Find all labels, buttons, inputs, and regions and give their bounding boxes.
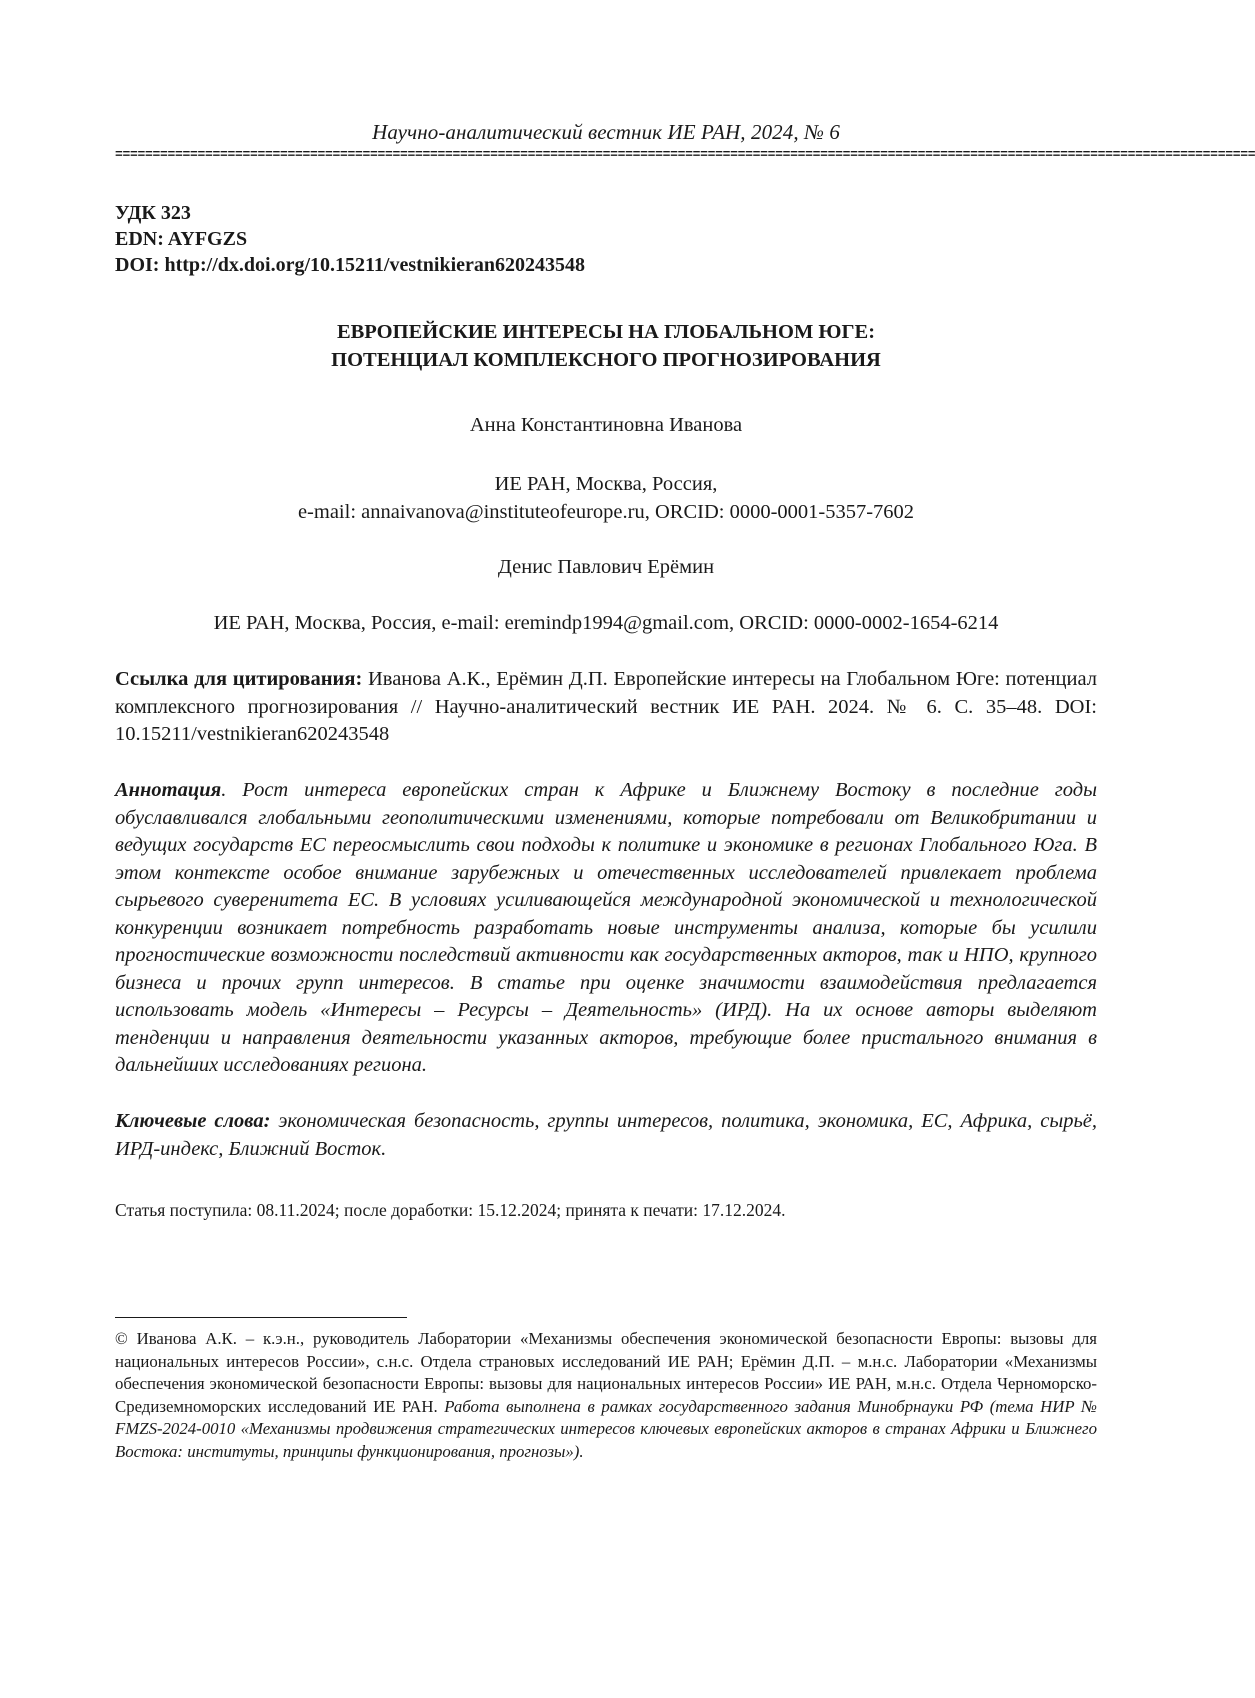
keywords-text: экономическая безопасность, группы интересов, политика, экономика, ЕС, Африка, сырьё, ИРД-индекс, Ближний Восток. bbox=[115, 1110, 1097, 1160]
citation-block bbox=[115, 666, 1097, 749]
abstract-text: . Рост интереса европейских стран к Африке и Ближнему Востоку в последние годы обуславливался глобальными геополитическими изменениями, которые потребовали от Великобритании и ведущих государств ЕС переосмыслить свои подходы к политике и экономике в регионах Глобального Юга. В этом контексте особое внимание зарубежных и отечественных исследователей привлекает проблема сырьевого суверенитета ЕС. В условиях усиливающейся международной экономической и технологической конкуренции возникает потребность разработать новые инструменты анализа, которые бы усилили прогностические возможности последствий активности как государственных акторов, так и НПО, крупного бизнеса и прочих групп интересов. В статье при оценке значимости взаимодействия предлагается использовать модель «Интересы – Ресурсы – Деятельность» (ИРД). На их основе авторы выделяют тенденции и направления деятельности указанных акторов, требующие более пристального внимания в дальнейших исследованиях региона. bbox=[115, 779, 1097, 1076]
submission-dates: Статья поступила: 08.11.2024; после доработки: 15.12.2024; принята к печати: 17.12.2024. bbox=[115, 1200, 786, 1220]
title-line-2: ПОТЕНЦИАЛ КОМПЛЕКСНОГО ПРОГНОЗИРОВАНИЯ bbox=[331, 349, 881, 371]
citation-text: Иванова А.К., Ерёмин Д.П. Европейские интересы на Глобальном Юге: потенциал комплексного прогнозирования // Научно-аналитический вестник ИЕ РАН. 2024. № 6. С. 35–48. DOI: 10.15211/vestnikieran620243548 bbox=[115, 668, 1097, 745]
footnote-authors-info: © Иванова А.К. – к.э.н., руководитель Лаборатории «Механизмы обеспечения экономической безопасности Европы: вызовы для национальных интересов России», с.н.с. Отдела страновых исследований ИЕ РАН; Ерёмин Д.П. – м.н.с. Лаборатории «Механизмы обеспечения экономической безопасности Европы: вызовы для национальных интересов России» ИЕ РАН, м.н.с. Отдела Черноморско-Средиземноморских исследований ИЕ РАН. bbox=[115, 1329, 1097, 1416]
keywords-label: Ключевые слова: bbox=[115, 1110, 271, 1132]
footnote-divider bbox=[115, 1317, 407, 1318]
edn-code: EDN: AYFGZS bbox=[115, 228, 248, 250]
author-1-affiliation bbox=[115, 470, 1097, 526]
footnote bbox=[115, 1328, 1097, 1463]
author-1-name: Анна Константиновна Иванова bbox=[469, 414, 743, 436]
citation-label: Ссылка для цитирования: bbox=[115, 668, 363, 690]
title-line-1: ЕВРОПЕЙСКИЕ ИНТЕРЕСЫ НА ГЛОБАЛЬНОМ ЮГЕ: bbox=[336, 321, 876, 343]
running-head: Научно-аналитический вестник ИЕ РАН, 2024, № 6 bbox=[372, 120, 840, 144]
abstract-block bbox=[115, 777, 1097, 1080]
author-2-name: Денис Павлович Ерёмин bbox=[497, 556, 715, 578]
double-rule-divider: ======================================================================================================================================================== bbox=[115, 147, 1255, 162]
article-identifiers bbox=[115, 200, 585, 278]
footnote-funding: Работа выполнена в рамках государственного задания Минобрнауки РФ (тема НИР № FMZS-2024-0010 «Механизмы продвижения стратегических интересов ключевых европейских акторов в странах Африки и Ближнего Востока: институты, принципы функционирования, прогнозы»). bbox=[115, 1396, 1097, 1461]
abstract-label: Аннотация bbox=[115, 779, 222, 801]
udk-code: УДК 323 bbox=[115, 202, 191, 224]
article-title bbox=[115, 318, 1097, 374]
author-2-affiliation[interactable]: ИЕ РАН, Москва, Россия, e-mail: eremindp1994@gmail.com, ORCID: 0000-0002-1654-6214 bbox=[213, 612, 999, 634]
author-1-institution: ИЕ РАН, Москва, Россия, bbox=[494, 473, 718, 495]
doi-link[interactable]: DOI: http://dx.doi.org/10.15211/vestnikieran620243548 bbox=[115, 254, 586, 276]
keywords-block bbox=[115, 1108, 1097, 1163]
author-1-contacts[interactable]: e-mail: annaivanova@instituteofeurope.ru, ORCID: 0000-0001-5357-7602 bbox=[297, 501, 915, 523]
